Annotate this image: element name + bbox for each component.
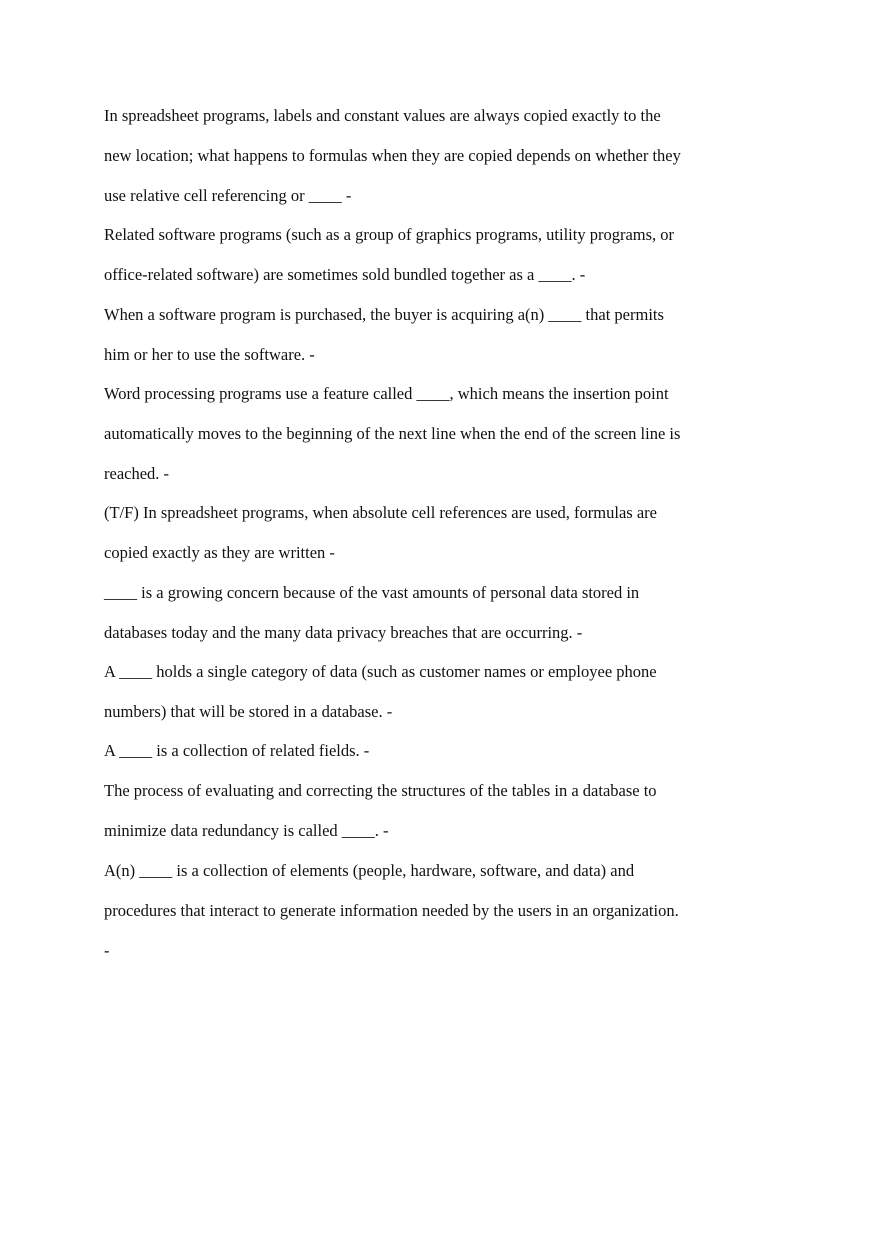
- question-data-privacy: [104, 573, 639, 653]
- question-field: [104, 652, 657, 732]
- question-software-license: [104, 295, 664, 375]
- question-line: procedures that interact to generate information needed by the users in an organization.: [104, 900, 679, 920]
- question-record: [104, 731, 369, 771]
- question-word-wrap: [104, 374, 680, 493]
- question-line: him or her to use the software. -: [104, 344, 315, 364]
- question-normalization: [104, 771, 657, 851]
- question-line: copied exactly as they are written -: [104, 542, 335, 562]
- question-line: numbers) that will be stored in a database. -: [104, 701, 393, 721]
- question-line: minimize data redundancy is called ____. -: [104, 820, 389, 840]
- question-line: (T/F) In spreadsheet programs, when absolute cell references are used, formulas are: [104, 503, 657, 522]
- question-line: A ____ is a collection of related fields. -: [104, 741, 370, 760]
- question-absolute-references: [104, 493, 657, 573]
- question-software-suite: [104, 215, 674, 295]
- question-line: ____ is a growing concern because of the vast amounts of personal data stored in: [104, 583, 640, 602]
- question-line: automatically moves to the beginning of the next line when the end of the screen line is: [104, 423, 681, 443]
- question-line: In spreadsheet programs, labels and constant values are always copied exactly to the: [104, 106, 661, 125]
- question-line: use relative cell referencing or ____ -: [104, 185, 352, 205]
- question-line: Related software programs (such as a group of graphics programs, utility programs, or: [104, 225, 675, 244]
- question-line: A(n) ____ is a collection of elements (people, hardware, software, and data) and: [104, 861, 635, 880]
- question-line: The process of evaluating and correcting the structures of the tables in a database to: [104, 781, 657, 800]
- question-line: office-related software) are sometimes sold bundled together as a ____. -: [104, 264, 586, 284]
- question-line: Word processing programs use a feature called ____, which means the insertion point: [104, 384, 669, 403]
- question-line: When a software program is purchased, the buyer is acquiring a(n) ____ that permits: [104, 305, 664, 324]
- question-line: A ____ holds a single category of data (such as customer names or employee phone: [104, 662, 657, 681]
- question-line: new location; what happens to formulas when they are copied depends on whether they: [104, 145, 681, 165]
- question-line: databases today and the many data privacy breaches that are occurring. -: [104, 622, 583, 642]
- question-information-system: [104, 851, 679, 970]
- question-line: -: [104, 940, 110, 960]
- question-relative-referencing: [104, 96, 681, 215]
- question-line: reached. -: [104, 463, 170, 483]
